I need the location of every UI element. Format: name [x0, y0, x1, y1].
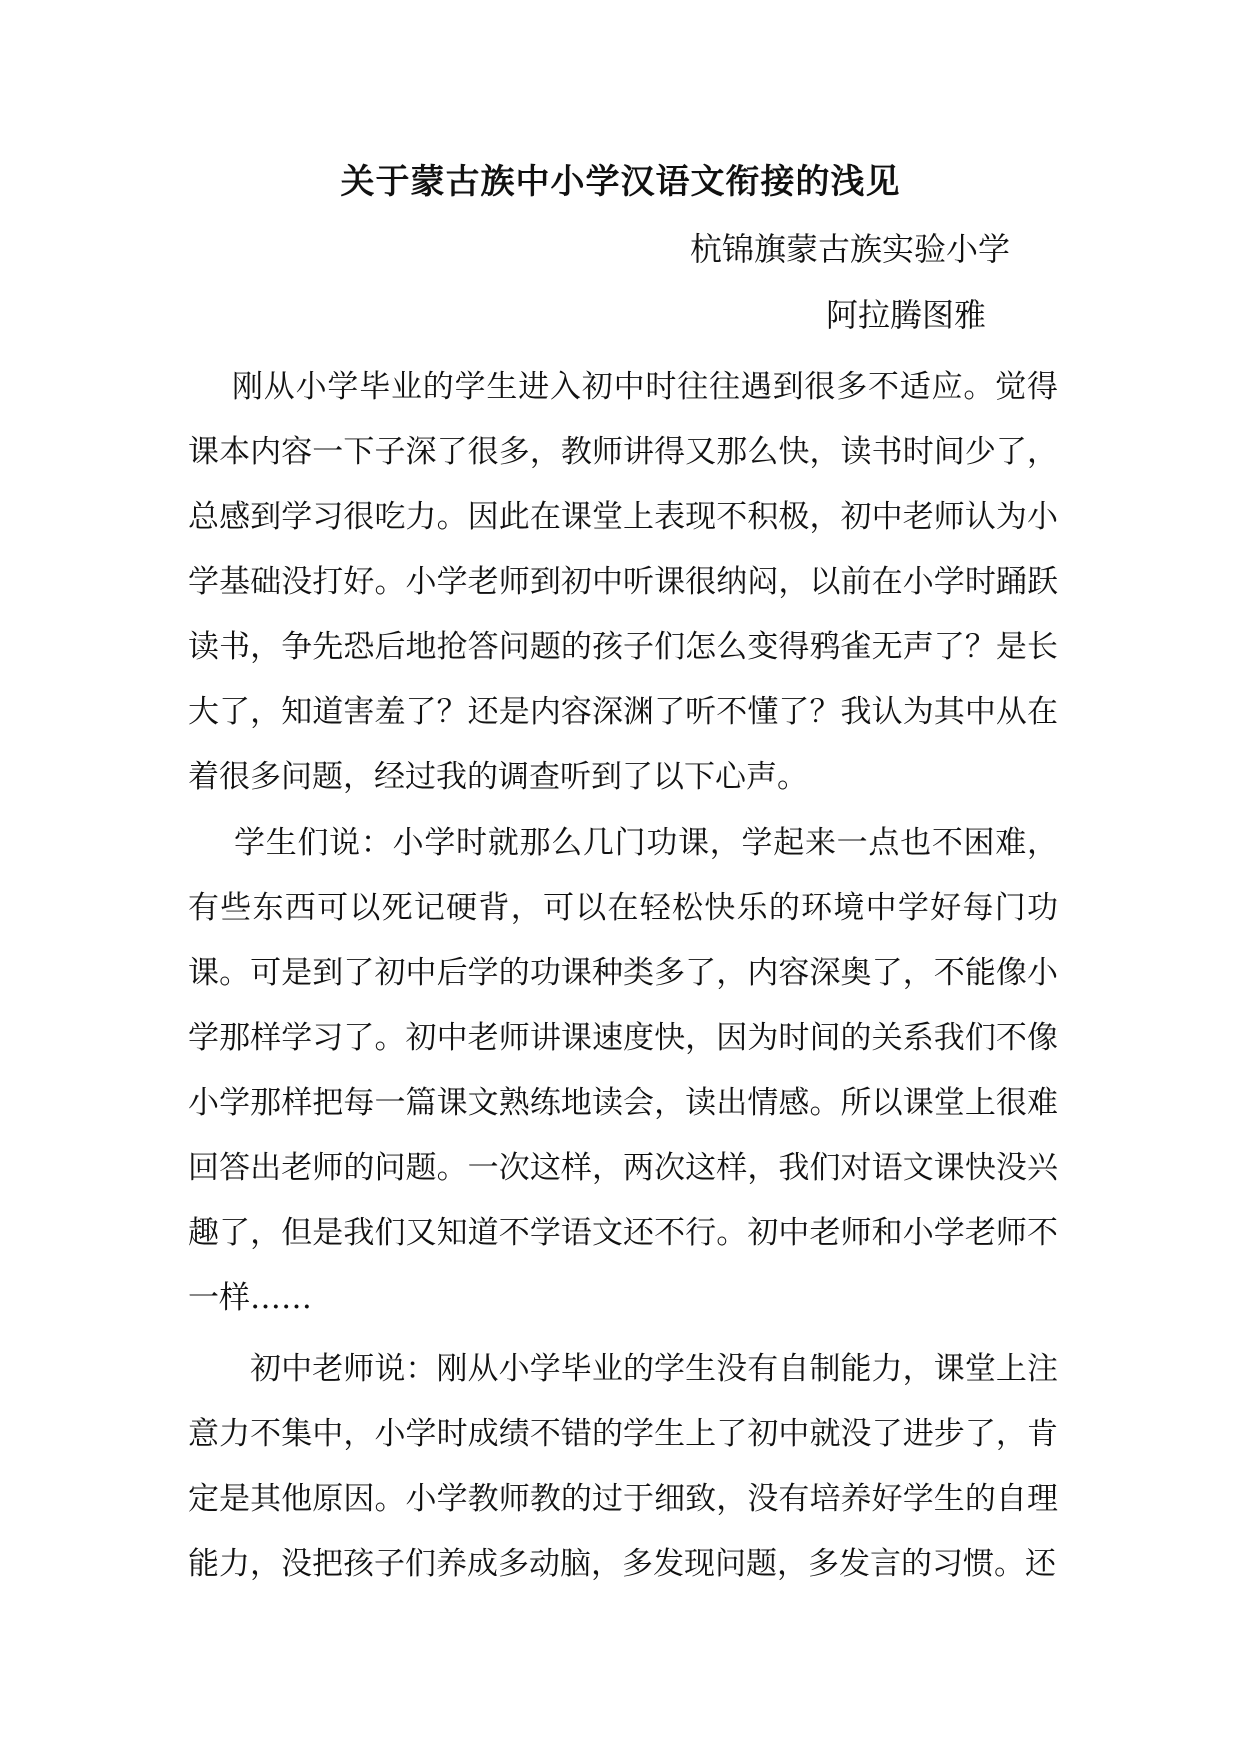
author-name: 阿拉腾图雅 [826, 296, 987, 334]
paragraph: 刚从小学毕业的学生进入初中时往往遇到很多不适应。觉得课本内容一下子深了很多，教师讲得又那么快，读书时间少了，总感到学习很吃力。因此在课堂上表现不积极，初中老师认为小学基础没打好。小学老师到初中听课很纳闷，以前在小学时踊跃读书，争先恐后地抢答问题的孩子们怎么变得鸦雀无声了？是长大了，知道害羞了？还是内容深渊了听不懂了？我认为其中从在着很多问题，经过我的调查听到了以下心声。 [188, 369, 1058, 795]
author-school: 杭锦旗蒙古族实验小学 [690, 230, 1011, 268]
paragraph: 学生们说：小学时就那么几门功课，学起来一点也不困难，有些东西可以死记硬背，可以在轻松快乐的环境中学好每门功课。可是到了初中后学的功课种类多了，内容深奥了，不能像小学那样学习了。初中老师讲课速度快，因为时间的关系我们不像小学那样把每一篇课文熟练地读会，读出情感。所以课堂上很难回答出老师的问题。一次这样，两次这样，我们对语文课快没兴趣了，但是我们又知道不学语文还不行。初中老师和小学老师不一样…… [188, 825, 1058, 1316]
document-title: 关于蒙古族中小学汉语文衔接的浅见 [340, 162, 901, 202]
paragraph: 初中老师说：刚从小学毕业的学生没有自制能力，课堂上注意力不集中，小学时成绩不错的学生上了初中就没了进步了，肯定是其他原因。小学教师教的过于细致，没有培养好学生的自理能力，没把孩子们养成多动脑，多发现问题，多发言的习惯。还 [188, 1351, 1058, 1582]
document-body [188, 355, 1058, 1597]
